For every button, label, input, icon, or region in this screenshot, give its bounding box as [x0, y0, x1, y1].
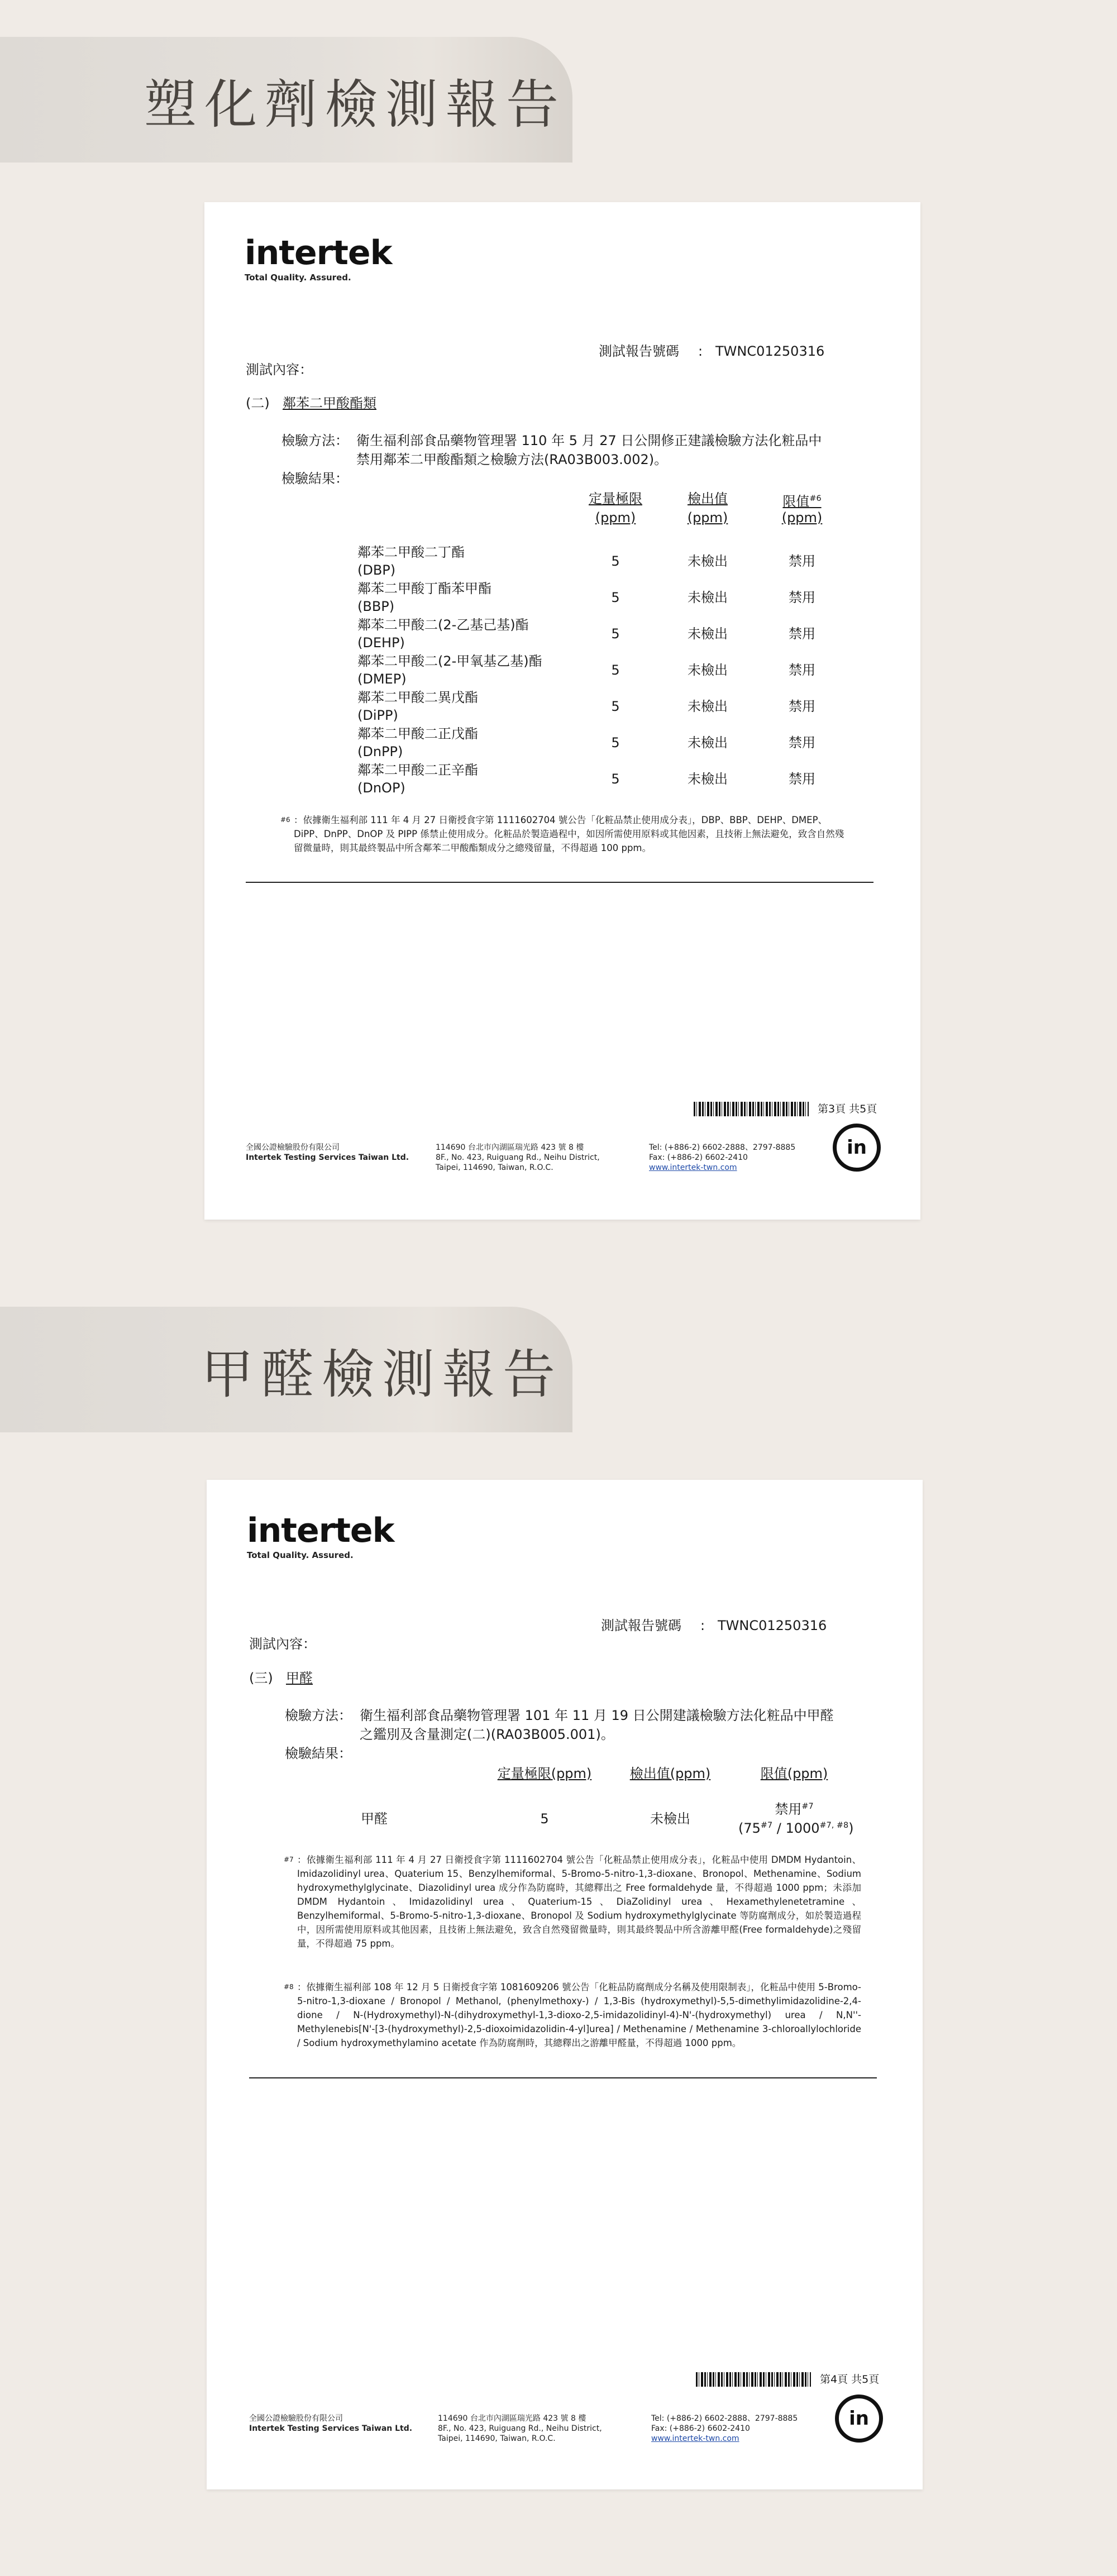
section-banner-plasticizer: [0, 37, 572, 163]
detected-value: 未檢出: [650, 1811, 690, 1827]
limit-value: 禁用: [789, 626, 815, 642]
col-header-loq-unit: (ppm): [595, 510, 636, 525]
method-label: 檢驗方法：: [285, 1708, 352, 1723]
website-link[interactable]: www.intertek-twn.com: [651, 2434, 739, 2443]
footer-address: [438, 2413, 602, 2444]
limit-detail: [738, 1816, 854, 1838]
substance-name: 鄰苯二甲酸丁酯苯甲酯: [357, 581, 491, 596]
detected-value: 未檢出: [688, 626, 728, 642]
limit-value: 禁用: [789, 553, 815, 569]
report-number: TWNC01250316: [718, 1618, 827, 1633]
report-page-3: [204, 202, 920, 1220]
section-number: (三): [249, 1670, 273, 1686]
address-en-line-2: Taipei, 114690, Taiwan, R.O.C.: [436, 1163, 553, 1172]
page-number: 第4頁 共5頁: [820, 2373, 880, 2386]
col-header-limit-unit: (ppm): [781, 510, 823, 525]
website-link[interactable]: www.intertek-twn.com: [649, 1163, 737, 1172]
substance-abbr: (DnPP): [357, 744, 403, 759]
limit-label: 限值: [782, 494, 810, 509]
limit-value: 禁用: [789, 699, 815, 714]
loq-value: 5: [611, 735, 620, 751]
section-banner-formaldehyde: [0, 1307, 572, 1432]
section-number: (二): [246, 395, 270, 411]
detected-value: 未檢出: [688, 553, 728, 569]
limit-value: 禁用: [789, 662, 815, 678]
footnote-mark: #8: [284, 1983, 294, 1991]
address-en-line-1: 8F., No. 423, Ruiguang Rd., Neihu District,: [436, 1153, 600, 1162]
test-content-label: 測試內容：: [246, 362, 313, 377]
footnote-text: ：依據衛生福利部 111 年 4 月 27 日衛授食字第 1111602704 號公告「化粧品禁止使用成分表」，DBP、BBP、DEHP、DMEP、DiPP、DnPP、DnOP 及 PIPP 係禁止使用成分。化粧品於製造過程中，如因所需使用原料或其他因素，且技術上無法避免，致含自然殘留微量時，則其最終製品中所含鄰苯二甲酸酯類成分之總殘留量，不得超過 100 ppm。: [294, 815, 844, 853]
limit-value: 禁用: [789, 735, 815, 751]
limit-value: 禁用: [789, 771, 815, 787]
col-header-detected: 檢出值(ppm): [629, 1766, 711, 1781]
col-header-loq: 定量極限(ppm): [497, 1766, 592, 1781]
result-label: 檢驗結果：: [285, 1746, 352, 1761]
substance-abbr: (DEHP): [357, 635, 405, 651]
logo-word: intertek: [247, 1511, 394, 1550]
detected-value: 未檢出: [688, 590, 728, 605]
substance-name: 鄰苯二甲酸二異戊酯: [357, 690, 478, 705]
detected-value: 未檢出: [688, 771, 728, 787]
page-number: 第3頁 共5頁: [818, 1103, 877, 1115]
footer-address: [436, 1143, 600, 1173]
limit-footnote-mark: #6: [809, 494, 822, 503]
barcode: [696, 2372, 811, 2387]
substance-abbr: (DiPP): [357, 708, 398, 723]
col-header-detected: 檢出值: [688, 491, 728, 506]
report-page-4: [207, 1480, 923, 2489]
limit-text: 禁用: [775, 1801, 802, 1817]
loq-value: 5: [611, 662, 620, 678]
company-name-en: Intertek Testing Services Taiwan Ltd.: [246, 1153, 409, 1162]
method-label: 檢驗方法：: [281, 433, 349, 448]
substance-abbr: (BBP): [357, 599, 395, 614]
substance-name: 鄰苯二甲酸二丁酯: [357, 544, 465, 560]
barcode: [694, 1102, 809, 1116]
limit-detail-c: ): [848, 1820, 854, 1836]
detected-value: 未檢出: [688, 699, 728, 714]
substance-name: 鄰苯二甲酸二正辛酯: [357, 762, 478, 778]
footer-contact: [651, 2413, 798, 2444]
fax: Fax: (+886-2) 6602-2410: [651, 2424, 750, 2433]
intertek-seal-icon: in: [833, 1124, 881, 1172]
telephone: Tel: (+886-2) 6602-2888、2797-8885: [651, 2414, 798, 2423]
intertek-logo: [245, 235, 392, 283]
report-number-label: 測試報告號碼: [599, 343, 679, 359]
address-en-line-1: 8F., No. 423, Ruiguang Rd., Neihu District,: [438, 2424, 602, 2433]
test-content-label: 測試內容：: [249, 1636, 316, 1652]
limit-value: 禁用: [789, 590, 815, 605]
loq-value: 5: [611, 771, 620, 787]
substance-abbr: (DBP): [357, 562, 396, 578]
company-name-zh: 全國公證檢驗股份有限公司: [246, 1143, 340, 1152]
limit-detail-a: (75: [738, 1820, 761, 1836]
footer-company: [246, 1143, 409, 1163]
banner-title: 塑化劑檢測報告: [144, 74, 567, 135]
report-number-colon: :: [698, 343, 703, 359]
footnote-8-text: ：依據衛生福利部 108 年 12 月 5 日衛授食字第 1081609206 號公告「化粧品防腐劑成分名稱及使用限制表」，化粧品中使用 5-Bromo-5-nitro-1,3-dioxane / Bronopol / Methanol, (phenylmethoxy-) / 1,3-Bis (hydroxymethyl)-5,5-dimethylimidazolidine-2,4-dione / N-(Hydroxymethyl)-N-(dihydroxymethyl-1,3-dioxo-2,5-imidazolidinyl-4)-N'-(hydroxymethyl) urea / N,N''-Methylenebis[N'-[3-(hydroxymethyl)-2,5-dioxoimidazolidin-4-yl]urea] / Methenamine / Methenamine 3-chloroallylochloride / Sodium hydroxymethylamino acetate 作為防腐劑時，其總釋出之游離甲醛量，不得超過 1000 ppm。: [297, 1982, 861, 2048]
loq-value: 5: [611, 590, 620, 605]
intertek-logo: [247, 1512, 394, 1560]
limit-footnote-mark: #7: [801, 1802, 814, 1811]
company-name-en: Intertek Testing Services Taiwan Ltd.: [249, 2424, 413, 2433]
section-title: 甲醛: [286, 1670, 313, 1686]
report-number-colon: :: [700, 1618, 705, 1633]
col-header-detected-unit: (ppm): [687, 510, 728, 525]
method-line-2: 之鑑別及含量測定(二)(RA03B005.001)。: [360, 1727, 614, 1742]
company-name-zh: 全國公證檢驗股份有限公司: [249, 2414, 343, 2423]
footer-contact: [649, 1143, 795, 1173]
limit-detail-sup-1: #7: [760, 1821, 773, 1830]
logo-tagline: Total Quality. Assured.: [247, 1550, 354, 1560]
address-en-line-2: Taipei, 114690, Taiwan, R.O.C.: [438, 2434, 556, 2443]
substance-abbr: (DMEP): [357, 671, 407, 687]
detected-value: 未檢出: [688, 735, 728, 751]
footnote-mark: #6: [280, 816, 290, 824]
banner-title: 甲醛檢測報告: [201, 1344, 564, 1405]
loq-value: 5: [611, 626, 620, 642]
divider: [249, 2077, 877, 2078]
section-title: 鄰苯二甲酸酯類: [283, 395, 376, 411]
result-label: 檢驗結果：: [281, 471, 349, 486]
limit-detail-sup-2: #7, #8: [819, 1821, 849, 1830]
footer-company: [249, 2413, 412, 2434]
substance-name: 鄰苯二甲酸二(2-乙基己基)酯: [357, 617, 529, 633]
fax: Fax: (+886-2) 6602-2410: [649, 1153, 748, 1162]
loq-value: 5: [540, 1811, 549, 1827]
method-line-1: 衛生福利部食品藥物管理署 101 年 11 月 19 日公開建議檢驗方法化粧品中甲醛: [360, 1708, 834, 1723]
divider: [246, 882, 873, 883]
substance-name: 鄰苯二甲酸二正戊酯: [357, 726, 478, 742]
method-line-1: 衛生福利部食品藥物管理署 110 年 5 月 27 日公開修正建議檢驗方法化粧品中: [356, 433, 822, 448]
limit-detail-b: / 1000: [772, 1820, 820, 1836]
substance-abbr: (DnOP): [357, 780, 405, 796]
address-zh: 114690 台北市內湖區瑞光路 423 號 8 樓: [438, 2414, 586, 2423]
footnote-mark: #7: [284, 1856, 294, 1863]
col-header-loq: 定量極限: [589, 491, 642, 506]
report-number-label: 測試報告號碼: [601, 1618, 681, 1633]
method-line-2: 禁用鄰苯二甲酸酯類之檢驗方法(RA03B003.002)。: [356, 452, 668, 467]
substance-name: 鄰苯二甲酸二(2-甲氧基乙基)酯: [357, 653, 542, 669]
footnote-7-text: ：依據衛生福利部 111 年 4 月 27 日衛授食字第 1111602704 號公告「化粧品禁止使用成分表」，化粧品中使用 DMDM Hydantoin、Imidazolidinyl urea、Quaterium 15、Benzylhemiformal、5-Bromo-5-nitro-1,3-dioxane、Bronopol、Methenamine、Sodium hydroxymethylglycinate、Diazolidinyl urea 成分作為防腐時，其總釋出之 Free formaldehyde 量，不得超過 1000 ppm；未添加 DMDM Hydantoin、Imidazolidinyl urea、Quaterium-15、DiaZolidinyl urea、Hexamethylenetetramine、Benzylhemiformal、5-Bromo-5-nitro-1,3-dioxane、Bronopol 及 Sodium hydroxymethylglycinate 等防腐劑成分，如於製造過程中，因所需使用原料或其他因素，且技術上無法避免，致含自然殘留微量時，則其最終製品中所含游離甲醛(Free formaldehyde)之殘留量，不得超過 75 ppm。: [297, 1855, 861, 1949]
report-number: TWNC01250316: [715, 343, 825, 359]
col-header-limit: 限值(ppm): [760, 1766, 828, 1781]
address-zh: 114690 台北市內湖區瑞光路 423 號 8 樓: [436, 1143, 584, 1152]
loq-value: 5: [611, 699, 620, 714]
logo-word: intertek: [245, 233, 392, 273]
telephone: Tel: (+886-2) 6602-2888、2797-8885: [649, 1143, 796, 1152]
detected-value: 未檢出: [688, 662, 728, 678]
logo-tagline: Total Quality. Assured.: [245, 273, 351, 283]
loq-value: 5: [611, 553, 620, 569]
substance-name: 甲醛: [361, 1811, 388, 1827]
intertek-seal-icon: in: [835, 2395, 883, 2443]
